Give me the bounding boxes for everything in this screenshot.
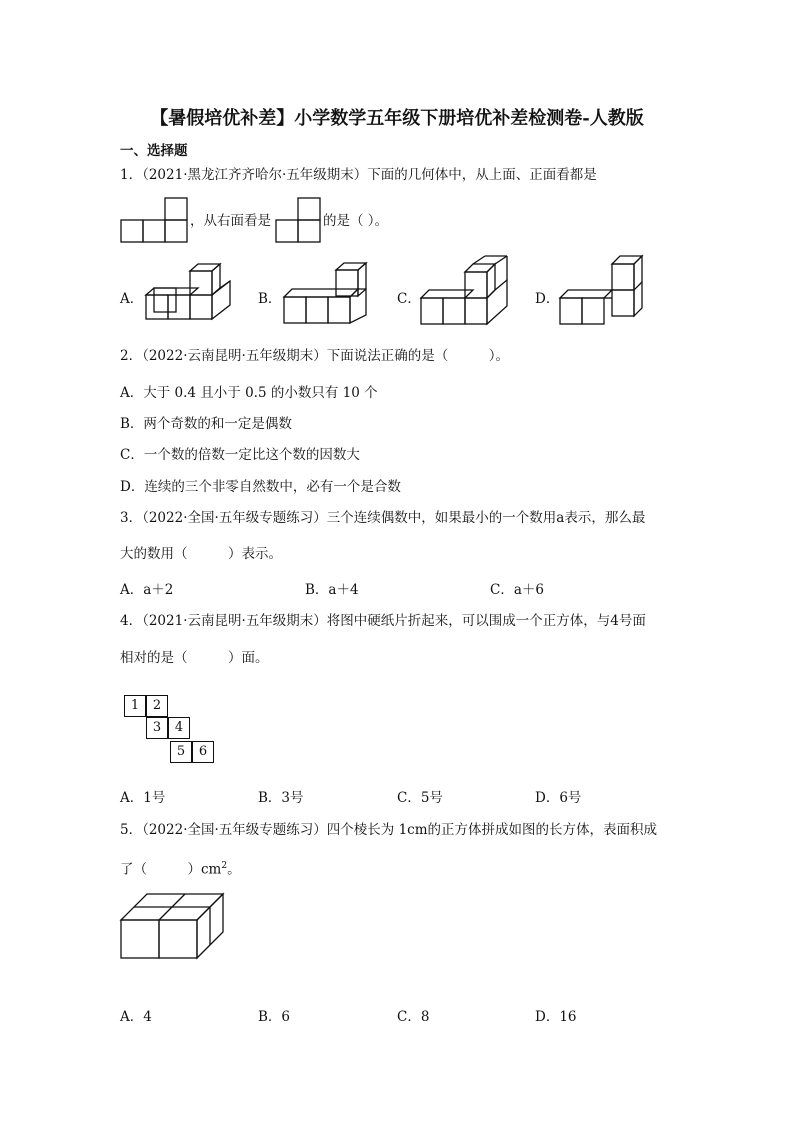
q4-stem-line2: 相对的是（ ）面。 — [120, 650, 269, 666]
q4-option-c[interactable]: C．5号 — [397, 790, 443, 806]
q1-option-a-figure — [146, 267, 236, 323]
q1-top-front-view-figure — [121, 198, 191, 244]
q4-option-b[interactable]: B．3号 — [258, 790, 304, 806]
q3-option-b[interactable]: B．a＋4 — [305, 582, 359, 598]
q4-stem-line1: 4．（2021·云南昆明·五年级期末）将图中硬纸片折起来，可以围成一个正方体，与4号面 — [120, 613, 646, 629]
q5-option-c[interactable]: C．8 — [397, 1009, 430, 1025]
q5-stem-text: 了（ ）cm — [120, 861, 222, 878]
q1-option-b-label[interactable]: B． — [258, 291, 282, 307]
page-title: 【暑假培优补差】小学数学五年级下册培优补差检测卷-人教版 — [150, 108, 644, 129]
q5-option-a[interactable]: A．4 — [120, 1009, 152, 1025]
q2-option-d[interactable]: D．连续的三个非零自然数中，必有一个是合数 — [120, 479, 401, 495]
q4-option-d[interactable]: D．6号 — [535, 790, 582, 806]
net-cell-3: 3 — [146, 717, 168, 739]
q2-option-c[interactable]: C．一个数的倍数一定比这个数的因数大 — [120, 447, 360, 463]
q4-option-a[interactable]: A．1号 — [120, 790, 166, 806]
q2-option-b[interactable]: B．两个奇数的和一定是偶数 — [120, 416, 292, 432]
q5-cuboid-figure — [121, 894, 227, 962]
q1-stem: 1．（2021·黑龙江齐齐哈尔·五年级期末）下面的几何体中，从上面、正面看都是 — [120, 167, 597, 183]
q5-stem-end: 。 — [227, 861, 241, 878]
q1-option-a-label[interactable]: A． — [120, 291, 144, 307]
q3-option-c[interactable]: C．a＋6 — [490, 582, 544, 598]
q5-stem-line2 — [120, 857, 241, 879]
q1-mid-text: ，从右面看是 — [190, 213, 271, 229]
q3-option-a[interactable]: A．a＋2 — [120, 582, 174, 598]
net-cell-2: 2 — [146, 695, 168, 717]
section-heading: 一、选择题 — [120, 143, 188, 159]
q1-option-c-figure — [421, 262, 511, 328]
q5-option-b[interactable]: B．6 — [258, 1009, 291, 1025]
q1-option-d-figure — [560, 262, 650, 328]
q3-stem-line2: 大的数用（ ）表示。 — [120, 546, 282, 562]
net-cell-5: 5 — [170, 741, 192, 763]
net-cell-4: 4 — [168, 717, 190, 739]
q5-stem-line1: 5．（2022·全国·五年级专题练习）四个棱长为 1cm的正方体拼成如图的长方体，表面积成 — [120, 822, 658, 838]
net-cell-6: 6 — [192, 741, 214, 763]
q2-stem: 2．（2022·云南昆明·五年级期末）下面说法正确的是（ ）。 — [120, 348, 510, 364]
q5-option-d[interactable]: D．16 — [535, 1009, 577, 1025]
q1-option-b-figure — [284, 263, 374, 327]
q1-end-text: 的是（ ）。 — [323, 213, 389, 229]
net-cell-1: 1 — [124, 695, 146, 717]
q3-stem-line1: 3．（2022·全国·五年级专题练习）三个连续偶数中，如果最小的一个数用a表示，那么最 — [120, 510, 646, 526]
q5-unit-superscript: 2 — [221, 861, 228, 871]
q1-option-d-label[interactable]: D． — [535, 291, 560, 307]
q1-right-view-figure — [276, 198, 324, 244]
q2-option-a[interactable]: A．大于 0.4 且小于 0.5 的小数只有 10 个 — [120, 385, 378, 401]
q1-option-c-label[interactable]: C． — [397, 291, 421, 307]
